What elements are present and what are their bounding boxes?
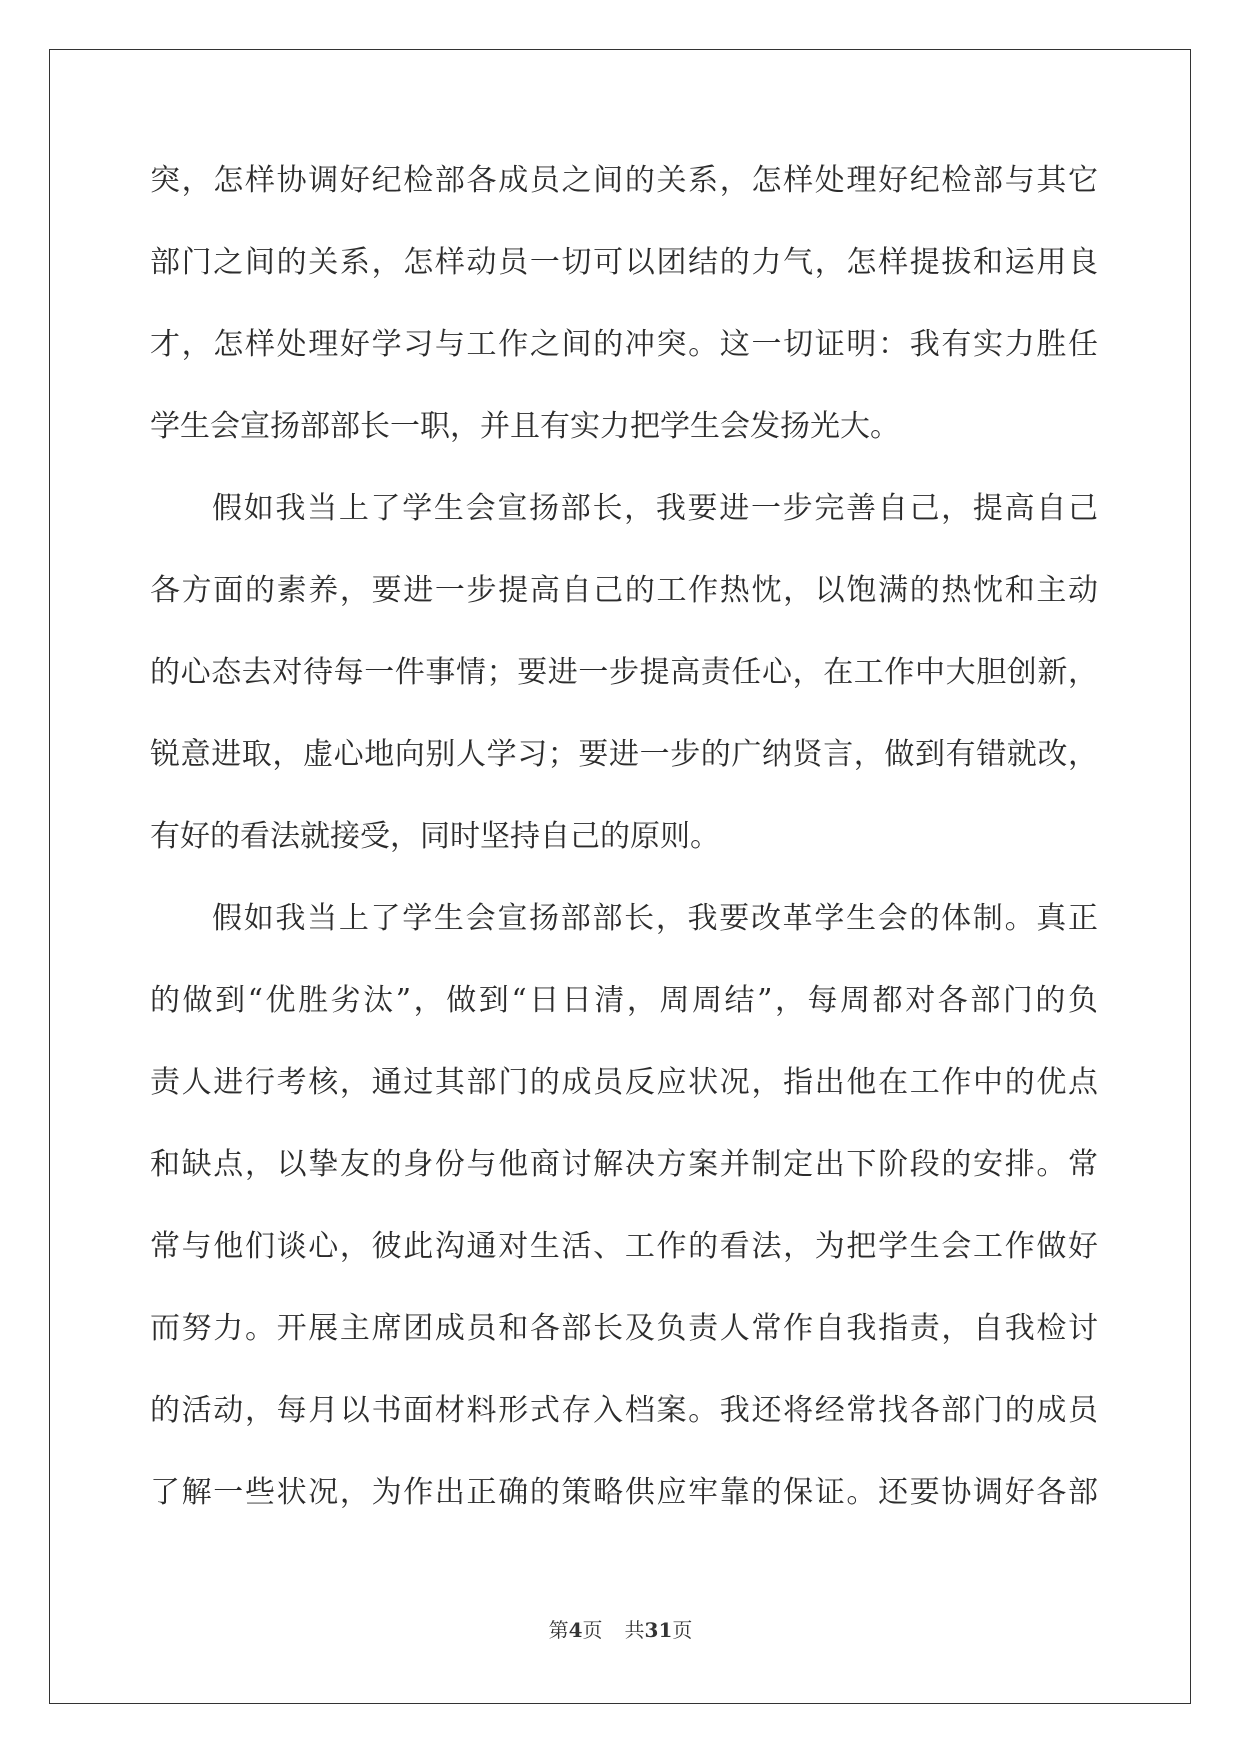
total-prefix: 共 [624,1618,645,1642]
text-line: 部门之间的关系，怎样动员一切可以团结的力气，怎样提拔和运用良 [150,245,1098,280]
total-pages: 31 [644,1618,673,1642]
text-line: 和缺点，以挚友的身份与他商讨解决方案并制定出下阶段的安排。常 [150,1147,1098,1182]
page-footer [0,1614,1241,1643]
text-line: 的做到“优胜劣汰”，做到“日日清，周周结”，每周都对各部门的负 [150,983,1098,1018]
paragraph-first-line: 假如我当上了学生会宣扬部长，我要进一步完善自己，提高自己 [212,491,1098,526]
paragraph-first-line: 假如我当上了学生会宣扬部部长，我要改革学生会的体制。真正 [212,901,1098,936]
text-line: 的心态去对待每一件事情；要进一步提高责任心，在工作中大胆创新， [150,655,1098,690]
total-unit: 页 [672,1618,693,1642]
text-line: 突，怎样协调好纪检部各成员之间的关系，怎样处理好纪检部与其它 [150,163,1098,198]
text-line: 各方面的素养，要进一步提高自己的工作热忱，以饱满的热忱和主动 [150,573,1098,608]
text-line: 而努力。开展主席团成员和各部长及负责人常作自我指责，自我检讨 [150,1311,1098,1346]
text-line: 常与他们谈心，彼此沟通对生活、工作的看法，为把学生会工作做好 [150,1229,1098,1264]
text-line: 有好的看法就接受，同时坚持自己的原则。 [150,819,720,854]
text-line: 责人进行考核，通过其部门的成员反应状况，指出他在工作中的优点 [150,1065,1098,1100]
text-line: 了解一些状况，为作出正确的策略供应牢靠的保证。还要协调好各部 [150,1475,1098,1510]
page-number: 4 [568,1618,583,1642]
page-prefix: 第 [548,1618,569,1642]
text-line: 的活动，每月以书面材料形式存入档案。我还将经常找各部门的成员 [150,1393,1098,1428]
document-body [150,160,1098,1513]
text-line: 才，怎样处理好学习与工作之间的冲突。这一切证明：我有实力胜任 [150,327,1098,362]
page-unit: 页 [582,1618,603,1642]
text-line: 锐意进取，虚心地向别人学习；要进一步的广纳贤言，做到有错就改， [150,737,1098,772]
text-line: 学生会宣扬部部长一职，并且有实力把学生会发扬光大。 [150,409,900,444]
